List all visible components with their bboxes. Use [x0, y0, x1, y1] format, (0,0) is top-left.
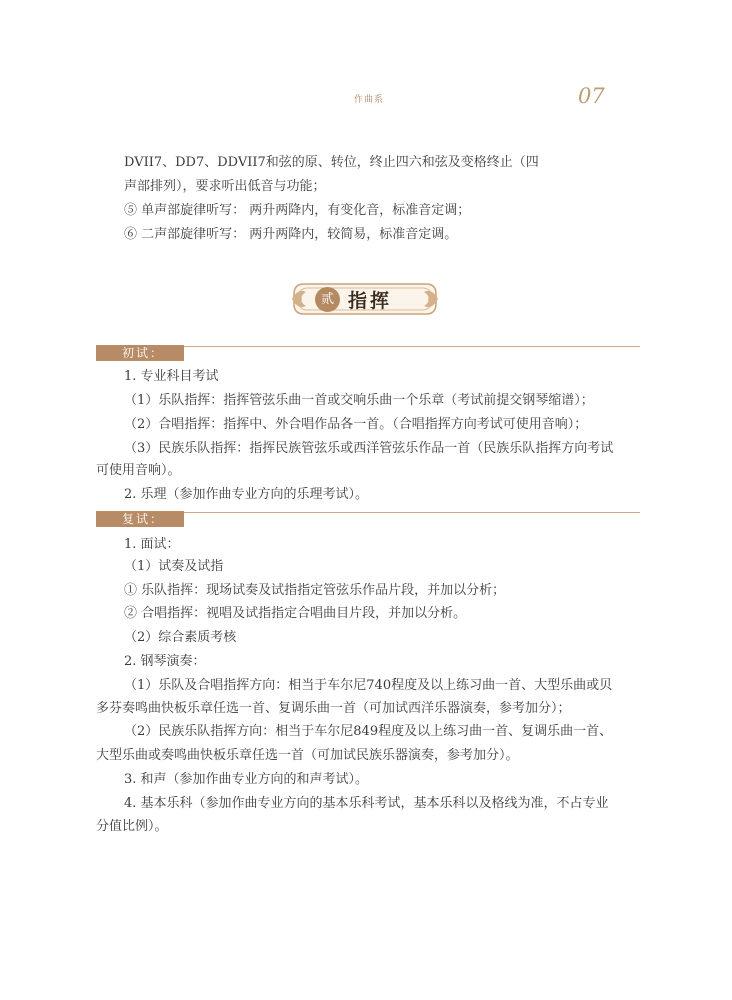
section-header-preliminary [96, 345, 640, 361]
section-label: 初试： [96, 345, 184, 361]
paragraph-line: 2. 钢琴演奏： [124, 654, 206, 669]
banner-number-badge: 贰 [315, 287, 340, 312]
paragraph-line: 2. 乐理（参加作曲专业方向的乐理考试）。 [124, 487, 369, 502]
paragraph-line: ① 乐队指挥：现场试奏及试指指定管弦乐作品片段，并加以分析； [124, 583, 506, 598]
paragraph-line: 3. 和声（参加作曲专业方向的和声考试）。 [124, 772, 369, 787]
paragraph-line: DVII7、DD7、DDVII7和弦的原、转位，终止四六和弦及变格终止（四 [124, 155, 539, 170]
paragraph-line: 分值比例）。 [96, 819, 168, 834]
paragraph-line: ② 合唱指挥：视唱及试指指定合唱曲目片段，并加以分析。 [124, 606, 467, 621]
paragraph-line: 1. 面试： [124, 537, 180, 552]
paragraph-line: 多芬奏鸣曲快板乐章任选一首、复调乐曲一首（可加试西洋乐器演奏，参考加分）； [96, 701, 571, 716]
paragraph-line: （3）民族乐队指挥：指挥民族管弦乐或西洋管弦乐作品一首（民族乐队指挥方向考试 [124, 441, 614, 456]
paragraph-line: （2）民族乐队指挥方向：相当于车尔尼849程度及以上练习曲一首、复调乐曲一首、 [124, 724, 613, 739]
header-title: 作曲系 [354, 95, 385, 105]
paragraph-line: 声部排列），要求听出低音与功能； [124, 179, 326, 194]
paragraph-line: ⑤ 单声部旋律听写： 两升两降内，有变化音，标准音定调； [124, 203, 471, 218]
paragraph-line: ⑥ 二声部旋律听写： 两升两降内，较简易，标准音定调。 [124, 227, 458, 242]
paragraph-line: 4. 基本乐科（参加作曲专业方向的基本乐科考试，基本乐科以及格线为准，不占专业 [124, 796, 609, 811]
section-header-final [96, 511, 640, 527]
banner-title: 指挥 [348, 290, 393, 312]
page-number: 07 [578, 84, 605, 108]
divider [184, 512, 640, 513]
paragraph-line: 大型乐曲或奏鸣曲快板乐章任选一首（可加试民族乐器演奏，参考加分）。 [96, 748, 519, 763]
paragraph-line: （2）综合素质考核 [124, 630, 237, 645]
section-label: 复试： [96, 511, 184, 527]
paragraph-line: （1）乐队及合唱指挥方向：相当于车尔尼740程度及以上练习曲一首、大型乐曲或贝 [124, 678, 613, 693]
paragraph-line: （1）乐队指挥：指挥管弦乐曲一首或交响乐曲一个乐章（考试前提交钢琴缩谱）； [124, 393, 594, 408]
paragraph-line: 可使用音响）。 [96, 463, 181, 478]
paragraph-line: （2）合唱指挥：指挥中、外合唱作品各一首。（合唱指挥方向考试可使用音响）； [124, 417, 588, 432]
paragraph-line: （1）试奏及试指 [124, 559, 224, 574]
paragraph-line: 1. 专业科目考试 [124, 369, 219, 384]
divider [184, 346, 640, 347]
section-banner [290, 278, 440, 320]
